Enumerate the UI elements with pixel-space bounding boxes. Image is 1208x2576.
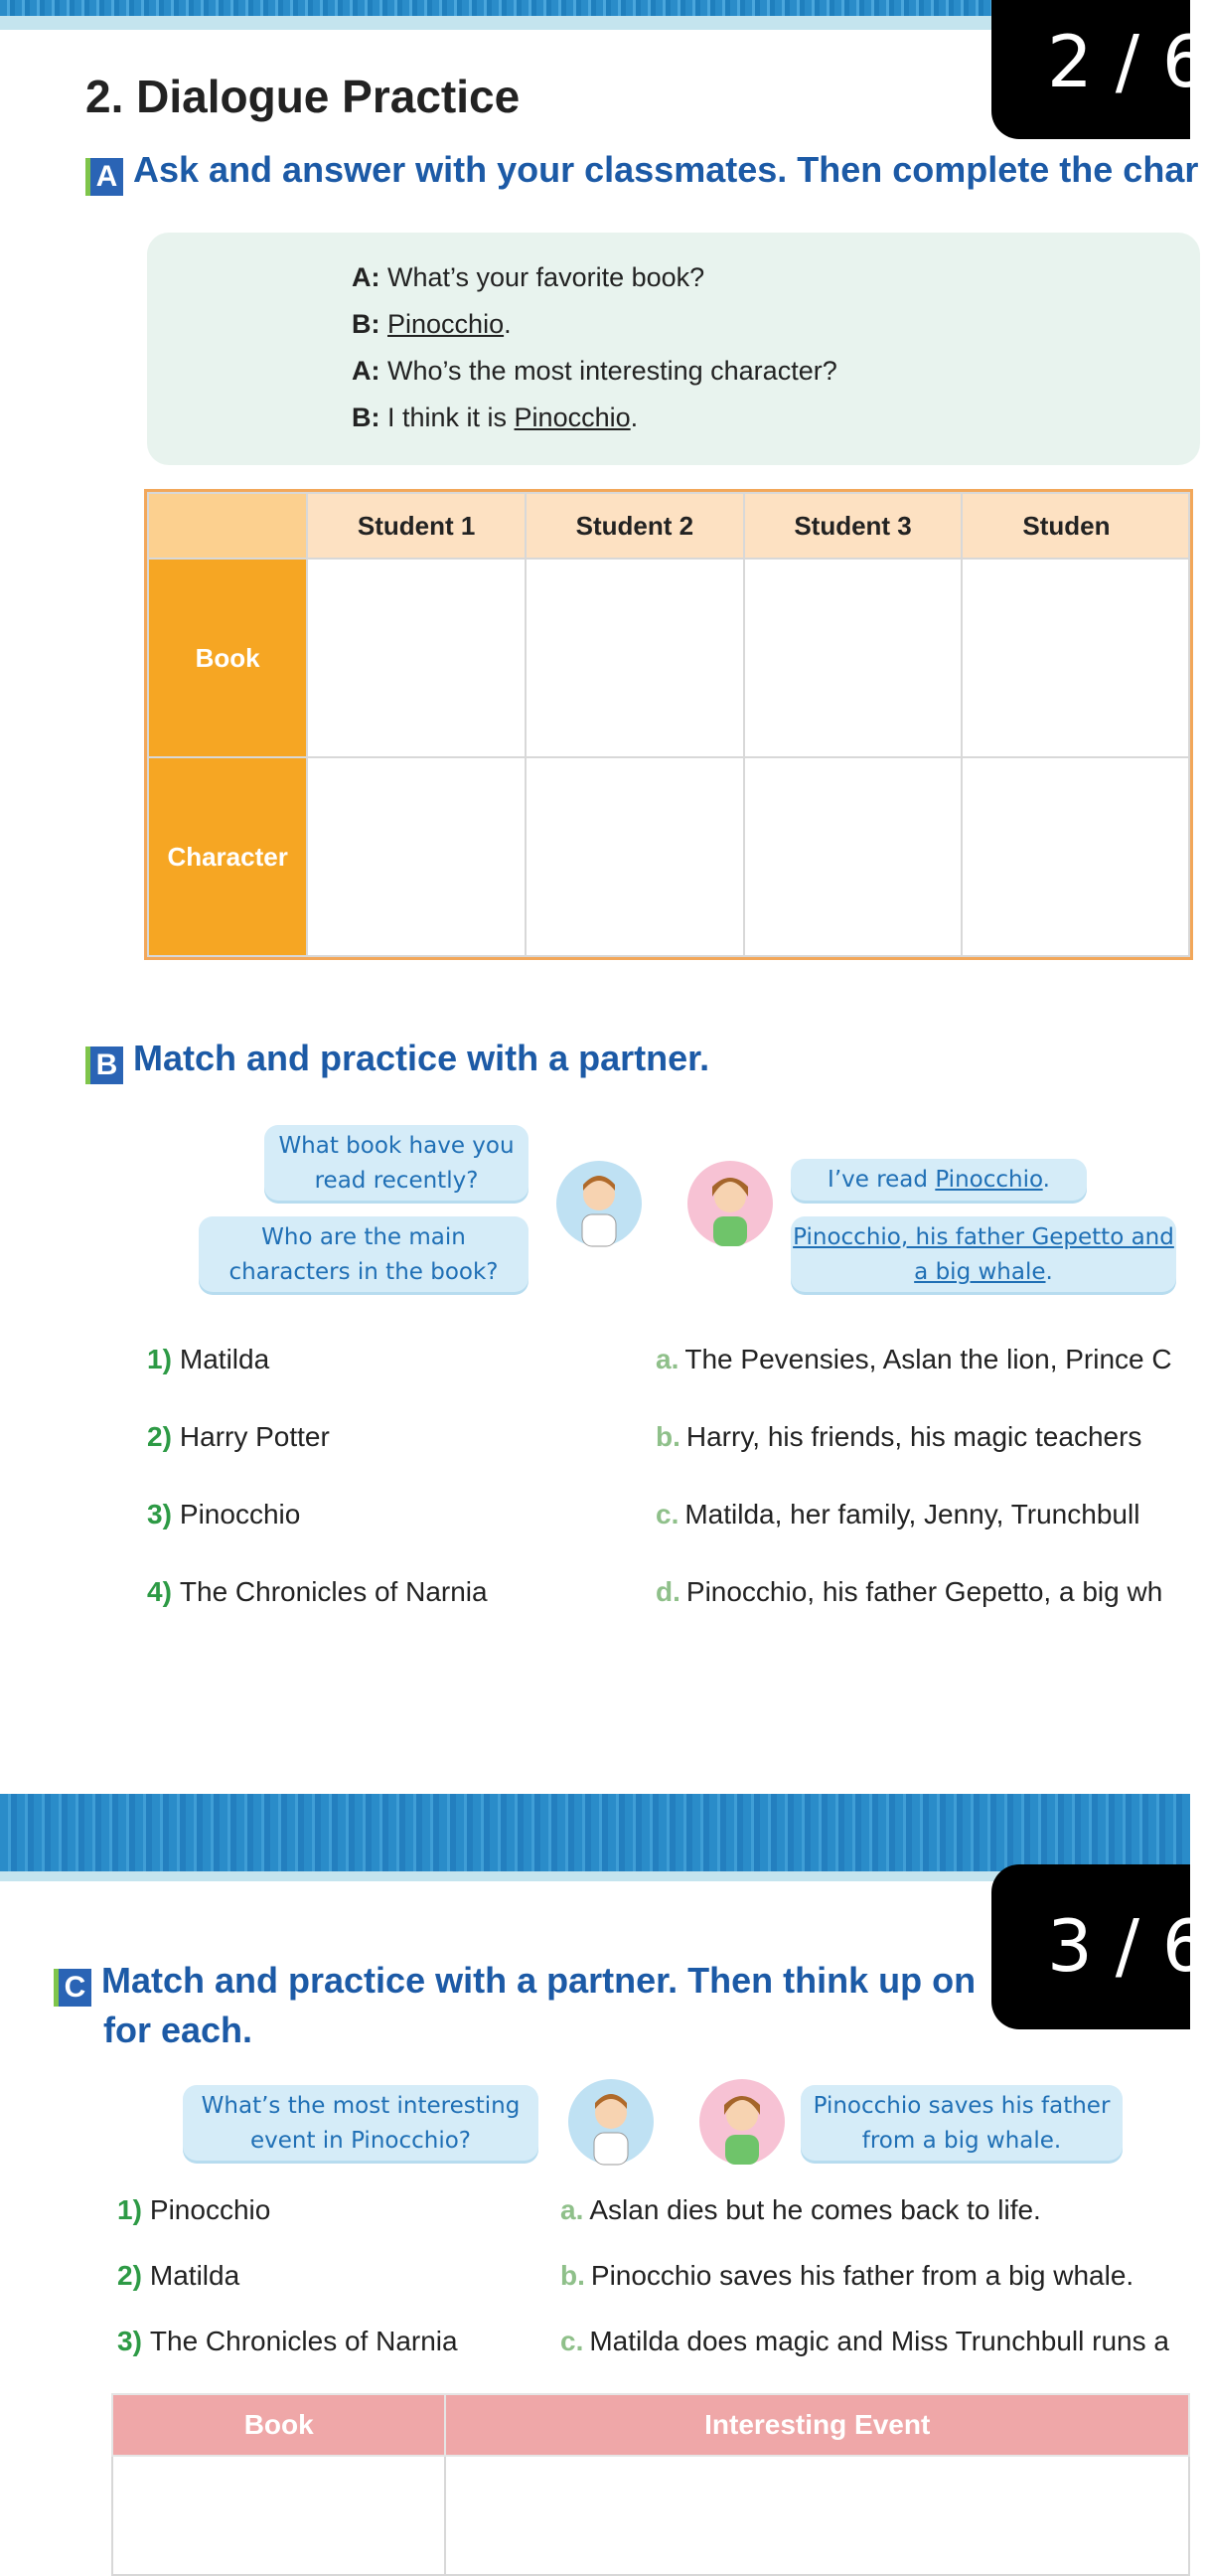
match-item-right: c. Matilda does magic and Miss Trunchbull runs a [560, 2326, 1169, 2356]
section-title: 2. Dialogue Practice [85, 71, 521, 122]
girl-avatar-icon [687, 1161, 773, 1246]
match-item-left: 3) Pinocchio [147, 1499, 301, 1530]
match-item-left: 2) Harry Potter [147, 1421, 330, 1452]
section-c-heading [54, 1960, 976, 2007]
section-c-instruction: Match and practice with a partner. Then think up on [101, 1960, 977, 2001]
match-item-right: c. Matilda, her family, Jenny, Trunchbull [656, 1499, 1140, 1530]
match-item-left: 1) Matilda [147, 1344, 270, 1374]
event-table-cell[interactable] [445, 2456, 1189, 2575]
event-table [111, 2393, 1190, 2576]
chart-column-header: Student 3 [744, 493, 963, 559]
dialogue-line: A: Who’s the most interesting character? [352, 356, 837, 386]
match-item-right: a. The Pevensies, Aslan the lion, Prince C [656, 1344, 1172, 1374]
page-indicator: 2 / 6 [991, 0, 1190, 139]
chart-column-header: Student 1 [307, 493, 526, 559]
match-item-right: d. Pinocchio, his father Gepetto, a big wh [656, 1576, 1163, 1607]
chart-row-header-book: Book [148, 559, 307, 757]
match-item-right: b. Harry, his friends, his magic teachers [656, 1421, 1142, 1452]
event-table-cell[interactable] [112, 2456, 445, 2575]
match-item-left: 2) Matilda [117, 2260, 240, 2291]
dialogue-line: B: I think it is Pinocchio. [352, 402, 639, 432]
chart-cell[interactable] [962, 559, 1189, 757]
match-item-left: 4) The Chronicles of Narnia [147, 1576, 488, 1607]
chart-cell[interactable] [962, 757, 1189, 956]
chart-cell[interactable] [307, 757, 526, 956]
speech-bubble-question: Who are the main characters in the book? [199, 1216, 528, 1292]
boy-avatar-icon [568, 2079, 654, 2165]
speech-bubble-answer: I’ve read Pinocchio. [791, 1159, 1087, 1201]
section-b-heading [85, 1038, 709, 1084]
section-a-instruction: Ask and answer with your classmates. Then complete the char [133, 149, 1199, 190]
dialogue-line: B: Pinocchio. [352, 309, 512, 339]
chart-cell[interactable] [744, 559, 963, 757]
chart-cell[interactable] [526, 559, 744, 757]
chart-cell[interactable] [526, 757, 744, 956]
speech-bubble-answer: Pinocchio saves his father from a big whale. [801, 2085, 1123, 2161]
section-c-letter: C [54, 1969, 91, 2007]
match-item-left: 3) The Chronicles of Narnia [117, 2326, 458, 2356]
dialogue-line: A: What’s your favorite book? [352, 262, 705, 292]
match-item-right: b. Pinocchio saves his father from a big whale. [560, 2260, 1134, 2291]
chart-corner [148, 493, 307, 559]
event-table-header-event: Interesting Event [445, 2394, 1189, 2456]
survey-chart [147, 492, 1190, 957]
match-item-left: 1) Pinocchio [117, 2194, 271, 2225]
speech-bubble-answer: Pinocchio, his father Gepetto and a big whale. [791, 1216, 1176, 1292]
chart-row-header-character: Character [148, 757, 307, 956]
chart-cell[interactable] [744, 757, 963, 956]
section-a-letter: A [85, 158, 123, 196]
page-indicator: 3 / 6 [991, 1864, 1190, 2029]
section-a-heading [85, 149, 1198, 196]
chart-column-header: Studen [962, 493, 1189, 559]
section-b-letter: B [85, 1046, 123, 1084]
chart-column-header: Student 2 [526, 493, 744, 559]
section-b-instruction: Match and practice with a partner. [133, 1038, 710, 1078]
speech-bubble-question: What’s the most interesting event in Pinocchio? [183, 2085, 538, 2161]
section-c-instruction-continued: for each. [103, 2010, 253, 2050]
girl-avatar-icon [699, 2079, 785, 2165]
match-item-right: a. Aslan dies but he comes back to life. [560, 2194, 1041, 2225]
boy-avatar-icon [556, 1161, 642, 1246]
chart-cell[interactable] [307, 559, 526, 757]
event-table-header-book: Book [112, 2394, 445, 2456]
speech-bubble-question: What book have you read recently? [264, 1125, 528, 1201]
